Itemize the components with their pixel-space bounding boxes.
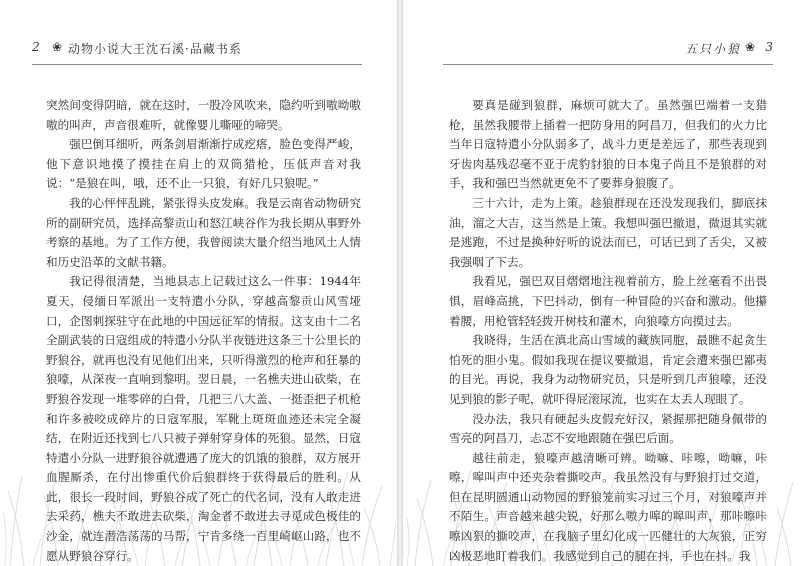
left-page bbox=[0, 0, 397, 566]
page-number-right: 3 bbox=[765, 40, 773, 54]
paragraph: 我看见，强巴双目熠熠地注视着前方，脸上丝毫看不出畏惧，眉峰高挑，下巴抖动，倒有一种冒险的兴奋和激动。他攥着腰，用枪管轻轻拨开树枝和灌木，向狼嚎方向摸过去。 bbox=[449, 274, 767, 328]
left-body-text bbox=[46, 96, 361, 566]
book-title: 五只小狼 bbox=[684, 42, 741, 56]
paragraph: 强巴倒耳细听，两条剑眉渐渐拧成疙瘩，脸色变得严峻，他下意识地摸了摸挂在肩上的双筒猎枪，压低声音对我说：“是狼在叫，哦，还不止一只狼，有好几只狼呢。” bbox=[46, 137, 361, 191]
series-title: 动物小说大王沈石溪·品藏书系 bbox=[68, 42, 242, 56]
right-running-header bbox=[443, 40, 773, 60]
paragraph: 我记得很清楚，当地县志上记载过这么一件事：1944年夏天，侵缅日军派出一支特遣小分队，穿越高黎贡山风雪垭口，企图刺探驻守在此地的中国远征军的情报。这支由十二名全副武装的日寇组成的特遣小分队半夜链进这条三十公里长的野狼谷，就再也没有见他们出来，只听得激烈的枪声和狂暴的狼嚎，从深夜一直响到黎明。翌日晨，一名樵夫进山砍柴，在野狼谷发现一堆零碎的白骨，几把三八大盖、一挺歪把子机枪和许多被咬成碎片的日寇军服，军靴上斑斑血迹还未完全凝结，在附近还找到七八只被子弹射穿身体的死狼。显然，日寇特遣小分队一进野狼谷就遭遇了庞大的饥饿的狼群，双方展开血腥厮杀，在付出惨重代价后狼群终于获得最后的胜利。从此，很长一段时间，野狼谷成了死亡的代名词，没有人敢走进去采药，樵夫不敢进去砍柴，淘金者不敢进去寻觅成色极佳的沙金，就连潜浩荡荡的马帮，宁肯多绕一百里崎岖山路，也不愿从野狼谷穿行。 bbox=[46, 274, 361, 563]
header-rule-left bbox=[32, 64, 362, 65]
right-body-text bbox=[449, 96, 767, 566]
left-running-header bbox=[32, 40, 362, 60]
paragraph: 越往前走，狼嚎声越清晰可辨。呦嘛、咔嚓，呦嘛，咔嚓，嗥叫声中还夹杂着撕咬声。我虽然没有与野狼打过交道，但在昆明圆通山动物园的野狼笼前实习过三个月，对狼嚎声并不陌生。声音越来越尖锐，好那么嗷力嗥的嗥叫声，那咔嚓咔嚓凶狠的撕咬声，在我脑子里幻化成一匹健壮的大灰狼，正穷凶极恶地盯着我们。我感觉到自己的腿在抖，手也在抖。我 bbox=[449, 450, 767, 563]
paw-print-icon: ❀ bbox=[52, 40, 63, 54]
paragraph: 我的心怦怦乱跳，紧张得头皮发麻。我是云南省动物研究所的副研究员，选择高黎贡山和怒江峡谷作为我长期从事野外考察的基地。为了工作方便，我曾阅读大量介绍当地风土人情和历史沿革的文献书籍。 bbox=[46, 195, 361, 269]
right-page bbox=[403, 0, 800, 566]
paragraph: 突然间变得阴暗，就在这时，一股冷风吹来，隐约听到嗷呦嗷嗷的叫声，声音很难听，就像婴儿嘶哑的啼哭。 bbox=[46, 98, 361, 132]
paragraph: 要真是碰到狼群，麻烦可就大了。虽然强巴端着一支猎枪，虽然我腰带上插着一把防身用的阿昌刀，但我们的火力比当年日寇特遣小分队弱多了，战斗力更是差远了，那些表现到牙齿肉基残忍毫不亚于虎豹豺狼的日本鬼子尚且不是狼群的对手，我和强巴当然就更免不了要葬身狼腹了。 bbox=[449, 98, 767, 191]
paragraph: 没办法，我只有硬起头皮假充好汉，紧握那把随身佩带的雪亮的阿昌刀，忐忑不安地跟随在强巴后面。 bbox=[449, 411, 767, 446]
paragraph: 我晓得，生活在滇北高山雪域的藏族同胞，最瞧不起贪生怕死的胆小鬼。假如我现在提议要撤退，肯定会遭来强巴鄙夷的目光。再说，我身为动物研究员，只是听到几声狼嚎，还没见到狼的影子呢，就吓得屁滚尿流，也实在太丢人现眼了。 bbox=[449, 333, 767, 406]
header-rule-right bbox=[443, 64, 773, 65]
paw-print-icon: ❀ bbox=[744, 40, 755, 54]
paragraph: 三十六计，走为上策。趁狼群现在还没发现我们，脚底抹油，溜之大吉，这当然是上策。我想叫强巴撤退，微退其实就是逃跑，不过是换种好听的说法而已，可话已到了舌尖，又被我强咽了下去。 bbox=[449, 195, 767, 269]
page-number-left: 2 bbox=[32, 40, 40, 54]
